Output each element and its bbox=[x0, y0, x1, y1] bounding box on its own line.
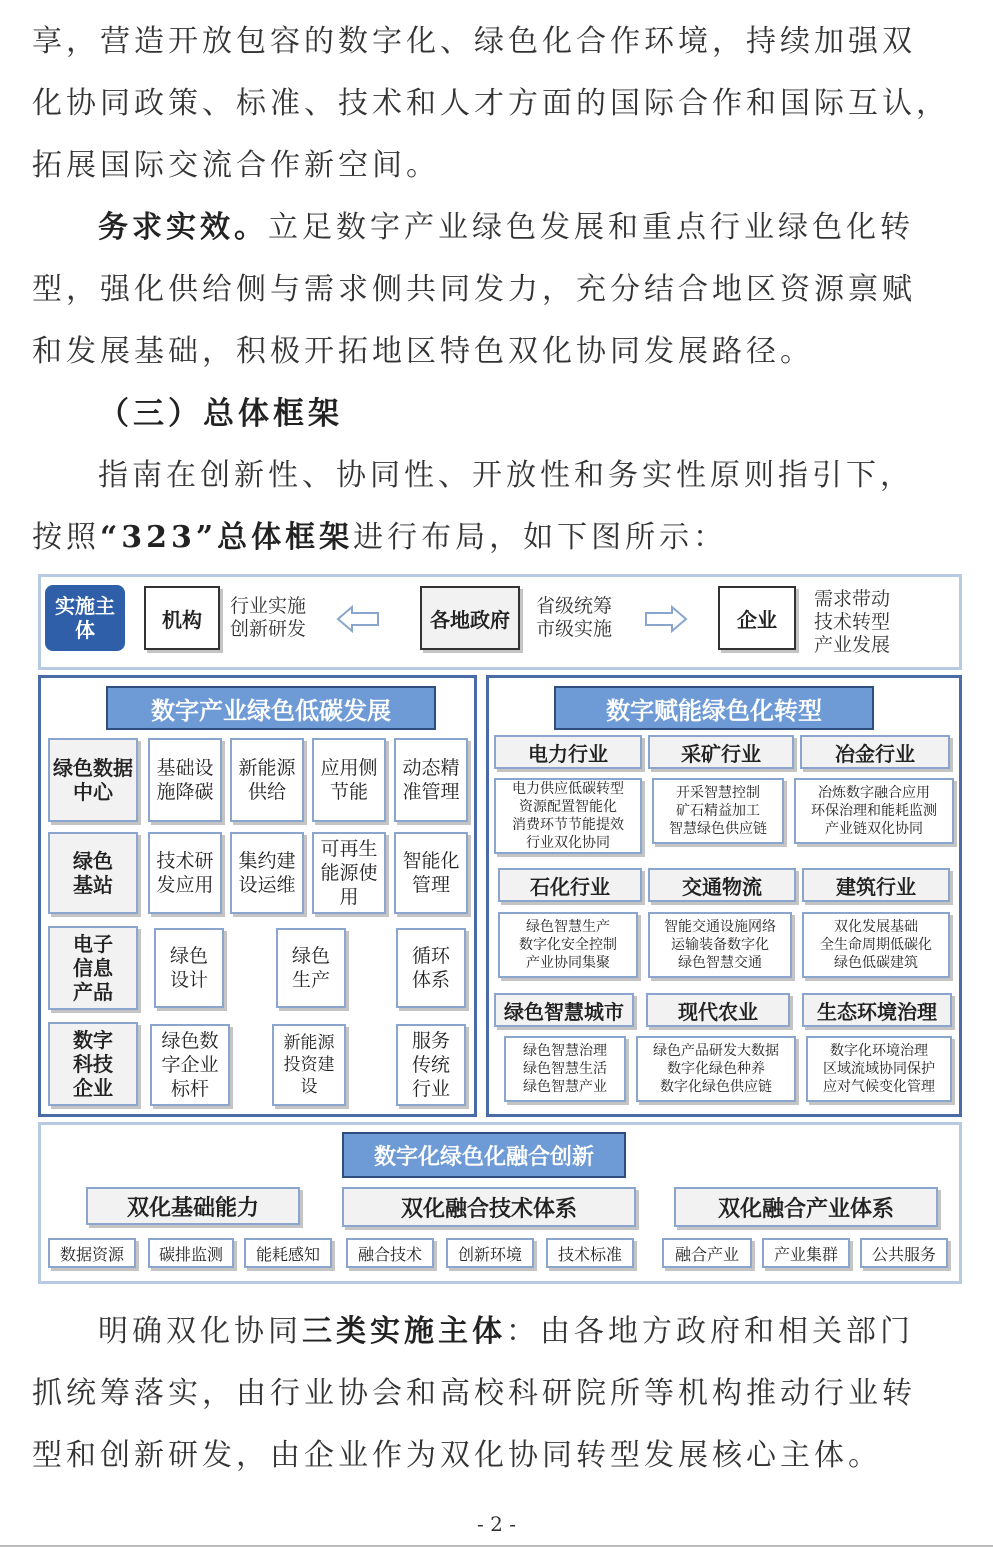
implementer-badge: 实施主体 bbox=[45, 585, 125, 651]
detail-line: 绿色智慧生活 bbox=[523, 1061, 607, 1077]
left-item: 基础设施降碳 bbox=[148, 738, 222, 822]
row-label-data-center: 绿色数据中心 bbox=[48, 738, 138, 822]
detail-line: 产业链双化协同 bbox=[825, 821, 923, 837]
text-span: ：由各地方政府和相关部门 bbox=[506, 1314, 914, 1349]
detail-line: 数字化绿色种养 bbox=[667, 1061, 765, 1077]
industry-detail bbox=[806, 1036, 952, 1102]
detail-line: 消费环节节能提效 bbox=[512, 817, 624, 833]
org-desc bbox=[230, 595, 330, 641]
right-arrow-icon bbox=[644, 605, 688, 633]
industry-petrochem: 石化行业 bbox=[498, 868, 642, 902]
bottom-item: 融合产业 bbox=[662, 1238, 752, 1268]
detail-line: 矿石精益加工 bbox=[676, 803, 760, 819]
text-line: 拓展国际交流合作新空间。 bbox=[32, 148, 440, 183]
industry-transport: 交通物流 bbox=[648, 868, 796, 902]
detail-line: 绿色智慧生产 bbox=[526, 919, 610, 935]
industry-detail bbox=[494, 778, 642, 854]
gov-label: 各地政府 bbox=[420, 586, 520, 650]
detail-line: 应对气候变化管理 bbox=[823, 1079, 935, 1095]
text-line: 抓统筹落实，由行业协会和高校科研院所等机构推动行业转 bbox=[32, 1376, 916, 1411]
industry-mining: 采矿行业 bbox=[648, 735, 794, 769]
left-item: 绿色设计 bbox=[154, 928, 224, 1008]
left-item: 循环体系 bbox=[396, 928, 466, 1008]
industry-metallurgy: 冶金行业 bbox=[800, 735, 950, 769]
left-arrow-icon bbox=[336, 605, 380, 633]
industry-agriculture: 现代农业 bbox=[646, 993, 790, 1027]
right-panel-title: 数字赋能绿色化转型 bbox=[554, 686, 874, 730]
bold-span: “323”总体框架 bbox=[100, 520, 354, 555]
detail-line: 冶炼数字融合应用 bbox=[818, 785, 930, 801]
industry-ecology: 生态环境治理 bbox=[802, 993, 952, 1027]
left-item: 集约建设运维 bbox=[230, 832, 304, 914]
text-span: 立足数字产业绿色发展和重点行业绿色化转 bbox=[268, 210, 914, 245]
row-label-base-station: 绿色基站 bbox=[48, 832, 138, 914]
org-desc-line: 创新研发 bbox=[230, 618, 307, 640]
detail-line: 数字化环境治理 bbox=[830, 1043, 928, 1059]
detail-line: 绿色智慧产业 bbox=[523, 1079, 607, 1095]
bottom-item: 创新环境 bbox=[446, 1238, 534, 1268]
left-item: 绿色数字企业标杆 bbox=[150, 1024, 230, 1106]
org-label: 机构 bbox=[144, 586, 220, 650]
ent-desc-line: 需求带动 bbox=[814, 588, 891, 610]
ent-desc-line: 技术转型 bbox=[814, 611, 891, 633]
left-item: 绿色生产 bbox=[276, 928, 346, 1008]
left-item: 新能源投资建设 bbox=[272, 1024, 346, 1106]
text-line bbox=[32, 520, 727, 556]
detail-line: 智能交通设施网络 bbox=[664, 919, 776, 935]
industry-detail bbox=[498, 912, 638, 978]
industry-detail bbox=[794, 778, 954, 844]
detail-line: 区域流域协同保护 bbox=[823, 1061, 935, 1077]
industry-detail bbox=[636, 1036, 796, 1102]
detail-line: 环保治理和能耗监测 bbox=[811, 803, 937, 819]
group-tech-system: 双化融合技术体系 bbox=[342, 1187, 636, 1227]
bottom-item: 产业集群 bbox=[762, 1238, 850, 1268]
left-item: 动态精准管理 bbox=[394, 738, 468, 822]
detail-line: 行业双化协同 bbox=[526, 835, 610, 851]
gov-desc-line: 省级统筹 bbox=[536, 595, 613, 617]
detail-line: 绿色智慧治理 bbox=[523, 1043, 607, 1059]
bottom-item: 能耗感知 bbox=[244, 1238, 332, 1268]
text-line: 享，营造开放包容的数字化、绿色化合作环境，持续加强双 bbox=[32, 24, 916, 59]
text-span: 明确双化协同 bbox=[98, 1314, 302, 1349]
org-desc-line: 行业实施 bbox=[230, 595, 307, 617]
text-line: 化协同政策、标准、技术和人才方面的国际合作和国际互认， bbox=[32, 86, 950, 121]
detail-line: 数字化绿色供应链 bbox=[660, 1079, 772, 1095]
page-number: - 2 - bbox=[477, 1512, 516, 1536]
bottom-item: 数据资源 bbox=[48, 1238, 136, 1268]
row-label-electronics: 电子信息产品 bbox=[48, 926, 138, 1010]
industry-power: 电力行业 bbox=[494, 735, 642, 769]
text-span: 进行布局，如下图所示： bbox=[353, 520, 728, 555]
bottom-item: 融合技术 bbox=[346, 1238, 434, 1268]
left-item: 技术研发应用 bbox=[148, 832, 222, 914]
bold-span: 三类实施主体 bbox=[302, 1314, 506, 1349]
detail-line: 绿色智慧交通 bbox=[678, 955, 762, 971]
left-item: 可再生能源使用 bbox=[312, 832, 386, 914]
text-line: 指南在创新性、协同性、开放性和务实性原则指引下， bbox=[98, 458, 914, 493]
detail-line: 开采智慧控制 bbox=[676, 785, 760, 801]
gov-desc bbox=[536, 595, 636, 641]
left-item: 新能源供给 bbox=[230, 738, 304, 822]
industry-detail bbox=[652, 778, 784, 844]
detail-line: 绿色低碳建筑 bbox=[834, 955, 918, 971]
industry-detail bbox=[648, 912, 792, 978]
detail-line: 全生命周期低碳化 bbox=[820, 937, 932, 953]
gov-desc-line: 市级实施 bbox=[536, 618, 613, 640]
industry-construction: 建筑行业 bbox=[802, 868, 950, 902]
detail-line: 双化发展基础 bbox=[834, 919, 918, 935]
left-panel-title: 数字产业绿色低碳发展 bbox=[106, 686, 436, 730]
text-line bbox=[98, 210, 914, 246]
bottom-item: 技术标准 bbox=[546, 1238, 634, 1268]
bottom-item: 碳排监测 bbox=[148, 1238, 234, 1268]
industry-detail bbox=[802, 912, 950, 978]
industry-detail bbox=[504, 1036, 626, 1102]
text-line: 型，强化供给侧与需求侧共同发力，充分结合地区资源禀赋 bbox=[32, 272, 916, 307]
bottom-panel-title: 数字化绿色化融合创新 bbox=[342, 1132, 626, 1178]
bold-lead: 务求实效。 bbox=[98, 210, 268, 245]
detail-line: 数字化安全控制 bbox=[519, 937, 617, 953]
left-item: 服务传统行业 bbox=[396, 1024, 466, 1106]
enterprise-desc bbox=[814, 588, 914, 657]
left-item: 智能化管理 bbox=[394, 832, 468, 914]
bottom-item: 公共服务 bbox=[860, 1238, 948, 1268]
ent-desc-line: 产业发展 bbox=[814, 634, 891, 656]
group-industry-system: 双化融合产业体系 bbox=[674, 1187, 938, 1227]
text-line bbox=[98, 1314, 914, 1350]
section-heading: （三）总体框架 bbox=[98, 396, 343, 432]
detail-line: 绿色产品研发大数据 bbox=[653, 1043, 779, 1059]
text-line: 型和创新研发，由企业作为双化协同转型发展核心主体。 bbox=[32, 1438, 882, 1473]
detail-line: 资源配置智能化 bbox=[519, 799, 617, 815]
detail-line: 运输装备数字化 bbox=[671, 937, 769, 953]
detail-line: 产业协同集聚 bbox=[526, 955, 610, 971]
row-label-tech-enterprise: 数字科技企业 bbox=[48, 1022, 138, 1106]
text-line: 和发展基础，积极开拓地区特色双化协同发展路径。 bbox=[32, 334, 814, 369]
enterprise-label: 企业 bbox=[718, 586, 796, 650]
group-base-capability: 双化基础能力 bbox=[86, 1187, 300, 1225]
industry-smart-city: 绿色智慧城市 bbox=[494, 993, 634, 1027]
left-item: 应用侧节能 bbox=[312, 738, 386, 822]
detail-line: 智慧绿色供应链 bbox=[669, 821, 767, 837]
detail-line: 电力供应低碳转型 bbox=[512, 781, 624, 797]
text-span: 按照 bbox=[32, 520, 100, 555]
